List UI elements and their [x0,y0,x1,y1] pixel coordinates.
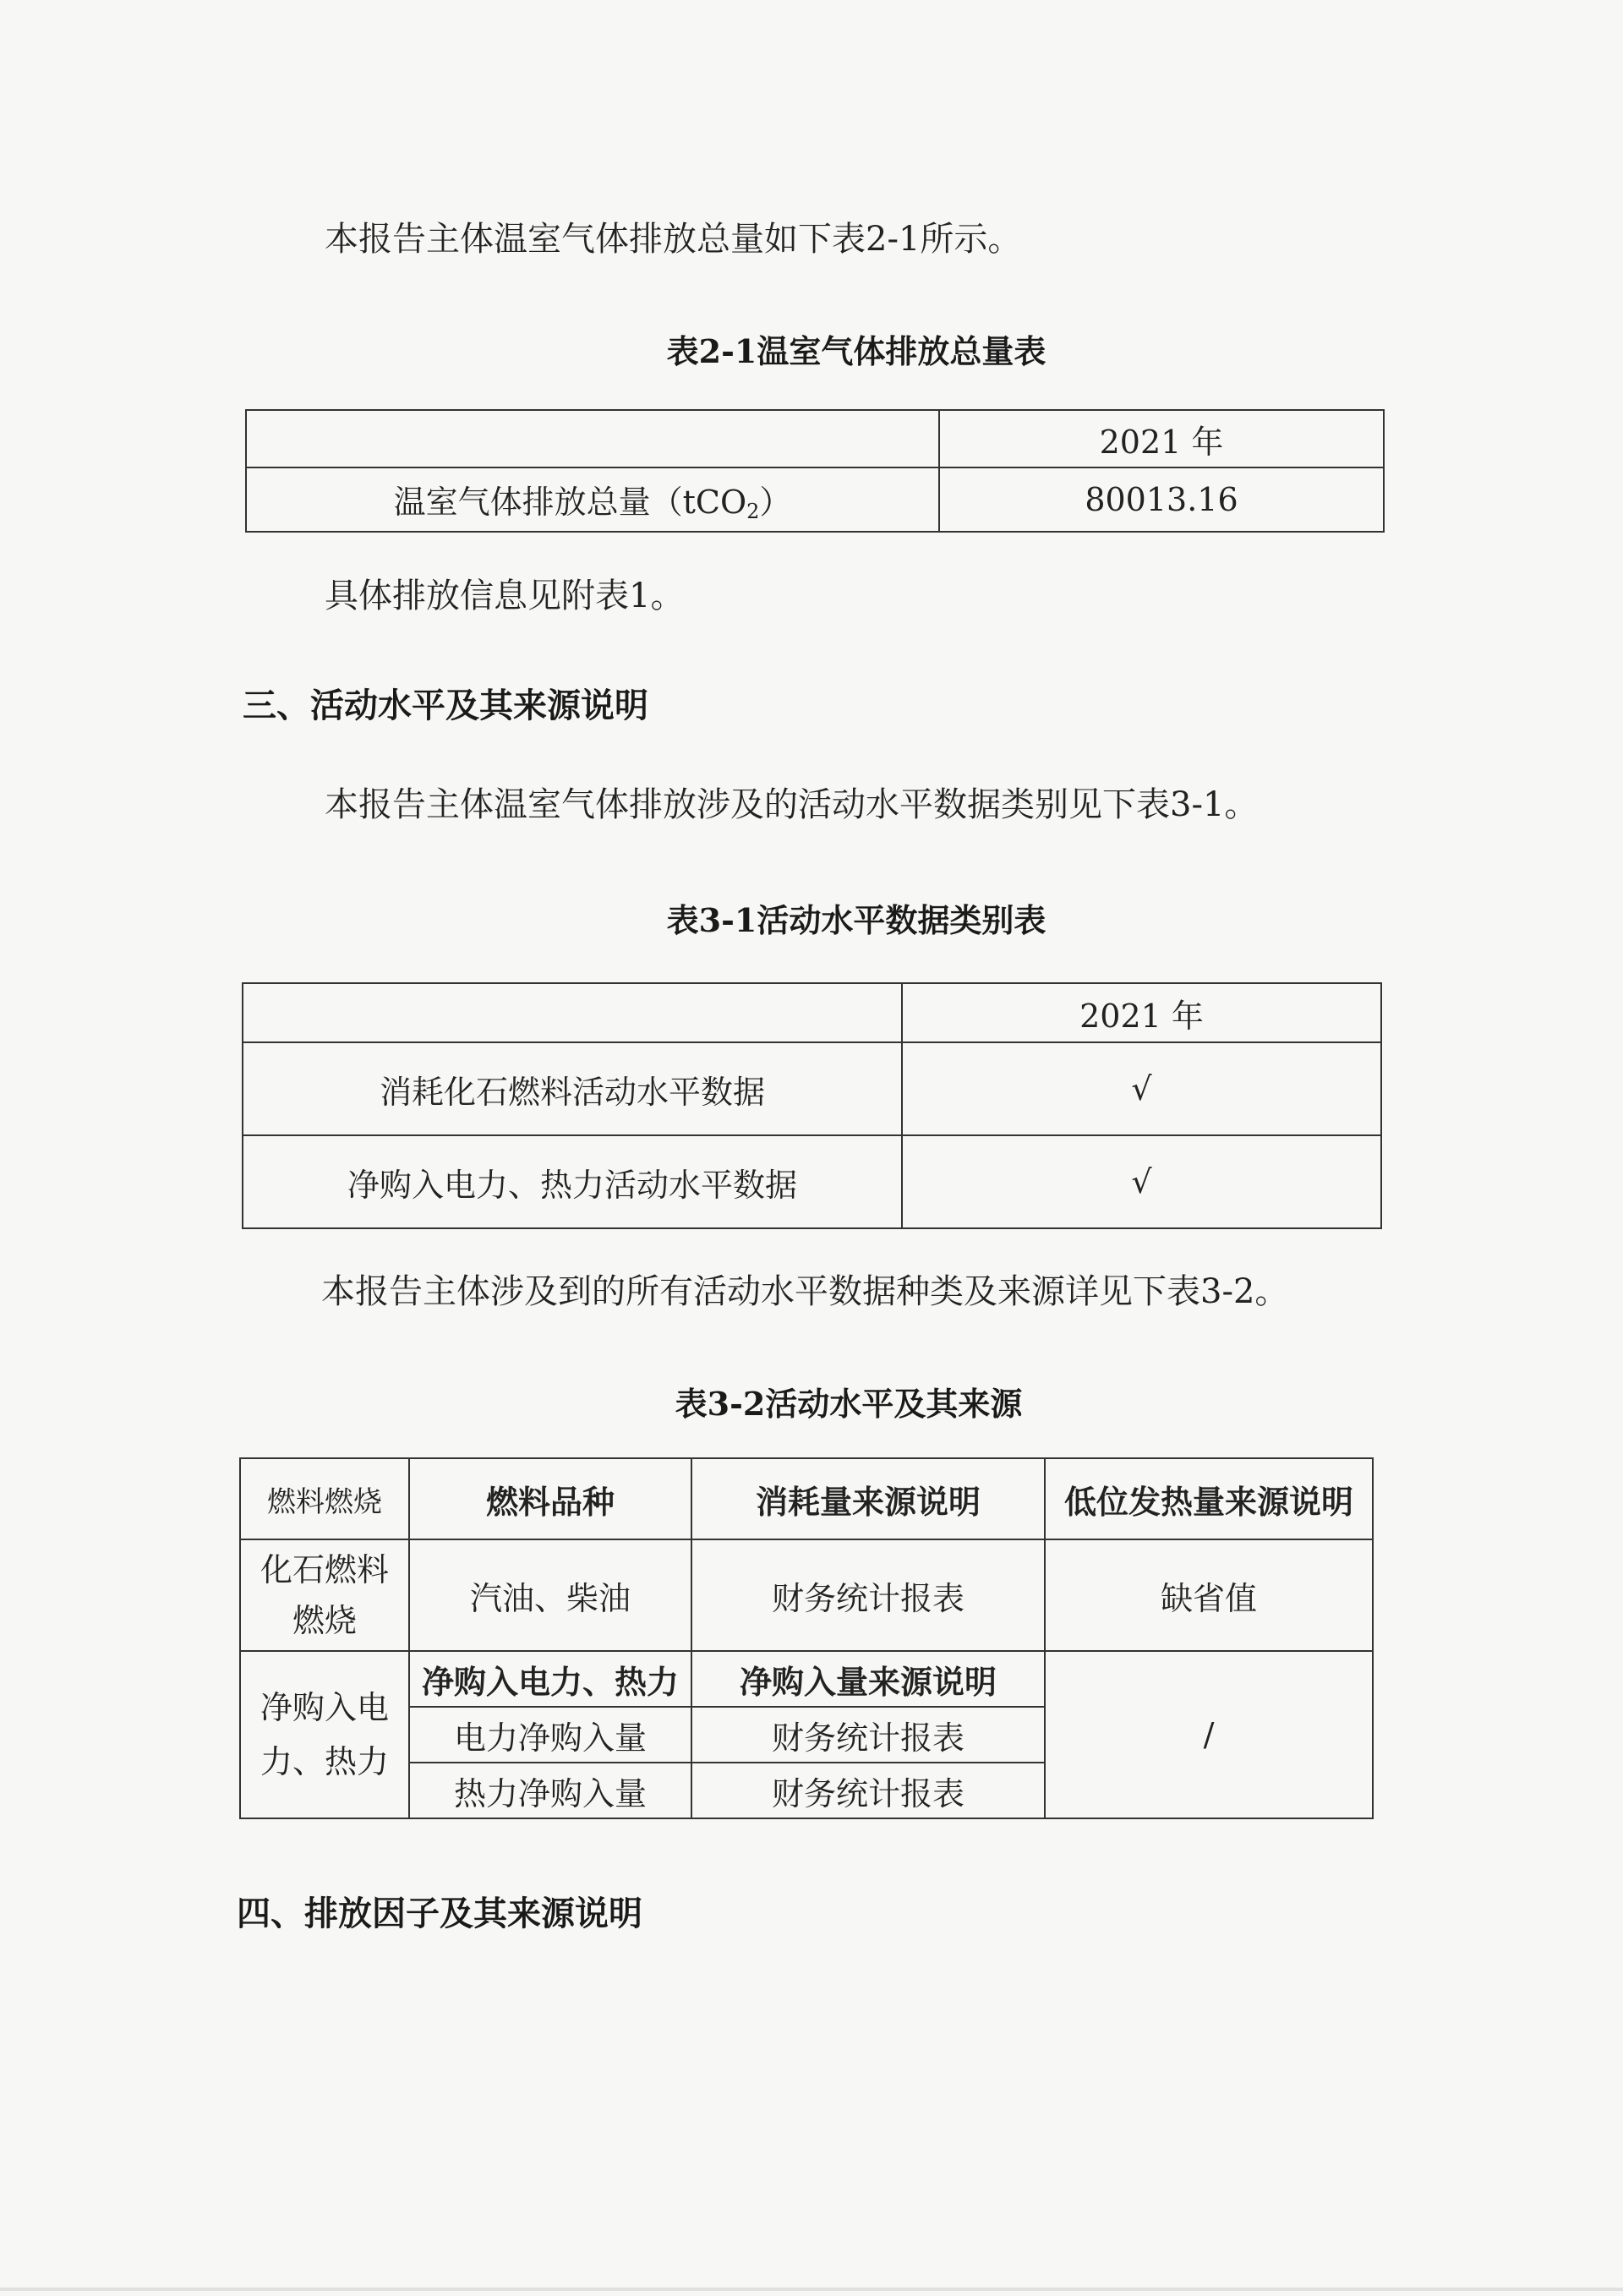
purchased-sub-header-right: 净购入量来源说明 [691,1651,1045,1707]
table-3-1-row-label: 消耗化石燃料活动水平数据 [243,1042,902,1135]
table-2-1-header-blank [246,410,939,467]
table-row [243,1135,1381,1228]
row-label-text: 温室气体排放总量（tCO [393,484,747,521]
row-label-subscript: 2 [746,500,760,523]
table-2-1 [245,409,1385,533]
intro-paragraph-2-1: 本报告主体温室气体排放总量如下表2-1所示。 [325,220,1022,259]
table-3-2-header-row [240,1458,1373,1539]
check-mark: √ [902,1042,1381,1135]
table-row [243,1042,1381,1135]
purchased-source: 财务统计报表 [691,1763,1045,1818]
purchased-item: 电力净购入量 [409,1707,691,1763]
table-3-2-header-source: 消耗量来源说明 [691,1458,1045,1539]
row-label-end: ） [759,484,792,521]
intro-paragraph-3-2: 本报告主体涉及到的所有活动水平数据种类及来源详见下表3-2。 [321,1272,1289,1311]
section-3-heading: 三、活动水平及其来源说明 [243,686,648,725]
section-4-heading: 四、排放因子及其来源说明 [237,1894,642,1933]
table-2-1-header-year: 2021 年 [939,410,1384,467]
table-2-1-row-label [246,467,939,532]
purchased-ncv-source: / [1045,1651,1373,1818]
table-3-1 [242,982,1382,1229]
detail-note: 具体排放信息见附表1。 [325,577,685,615]
table-3-1-row-label: 净购入电力、热力活动水平数据 [243,1135,902,1228]
table-3-1-caption: 表3-1活动水平数据类别表 [666,901,1046,939]
purchased-source: 财务统计报表 [691,1707,1045,1763]
purchased-sub-header-left: 净购入电力、热力 [409,1651,691,1707]
table-2-1-header-row [246,410,1384,467]
table-2-1-row-value: 80013.16 [939,467,1384,532]
fossil-ncv-source: 缺省值 [1045,1539,1373,1651]
table-3-2 [239,1457,1374,1819]
table-2-1-caption: 表2-1温室气体排放总量表 [666,332,1046,370]
intro-paragraph-3-1: 本报告主体温室气体排放涉及的活动水平数据类别见下表3-1。 [325,785,1259,824]
table-3-2-header-category: 燃料燃烧 [240,1458,409,1539]
table-2-1-row [246,467,1384,532]
check-mark: √ [902,1135,1381,1228]
page-bottom-edge [0,2288,1623,2291]
purchased-category: 净购入电力、热力 [240,1651,409,1818]
table-3-2-header-fuel: 燃料品种 [409,1458,691,1539]
table-row [240,1651,1373,1707]
fossil-source: 财务统计报表 [691,1539,1045,1651]
fossil-category: 化石燃料燃烧 [240,1539,409,1651]
table-3-2-caption: 表3-2活动水平及其来源 [675,1385,1023,1423]
fossil-fuel: 汽油、柴油 [409,1539,691,1651]
table-3-2-header-ncv: 低位发热量来源说明 [1045,1458,1373,1539]
table-3-1-header-blank [243,983,902,1042]
table-row [240,1539,1373,1651]
table-3-1-header-year: 2021 年 [902,983,1381,1042]
table-3-1-header-row [243,983,1381,1042]
purchased-item: 热力净购入量 [409,1763,691,1818]
